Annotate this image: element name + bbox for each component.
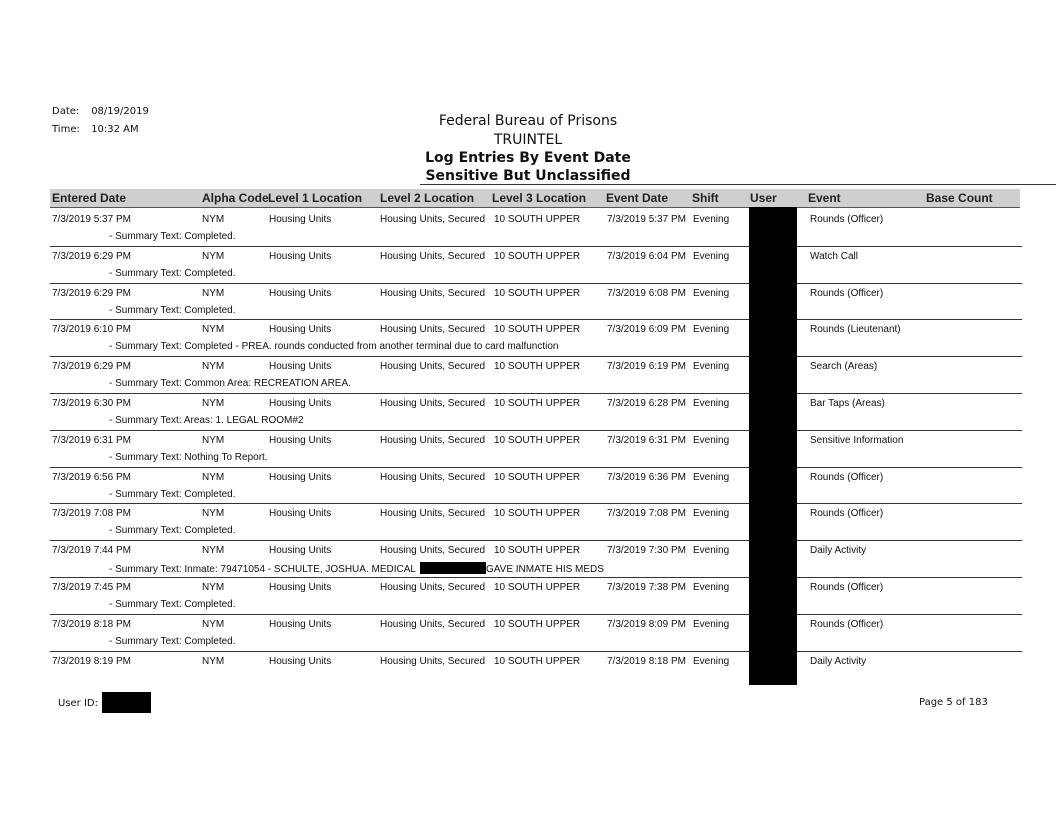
col-event: Event <box>808 191 841 205</box>
row-divider <box>50 503 1022 504</box>
row-divider <box>50 651 1022 652</box>
level2-cell: Housing Units, Secured <box>380 214 486 225</box>
summary-text-content: - Summary Text: Completed. <box>109 635 236 647</box>
entered-date-cell: 7/3/2019 8:18 PM <box>52 618 131 630</box>
level3-cell: 10 SOUTH UPPER <box>494 434 581 446</box>
level1-cell: Housing Units <box>269 655 332 667</box>
shift-cell: Evening <box>693 582 730 593</box>
summary-text <box>109 636 236 647</box>
level3-cell: 10 SOUTH UPPER <box>494 361 581 373</box>
summary-text <box>109 341 558 352</box>
level2-cell: Housing Units, Secured <box>380 324 486 336</box>
alpha-code-cell: NYM <box>202 545 225 557</box>
alpha-code-cell: NYM <box>202 287 225 299</box>
row-divider <box>50 283 1022 284</box>
level2-cell: Housing Units, Secured <box>380 398 486 409</box>
alpha-code-cell: NYM <box>202 324 225 336</box>
level2-cell: Housing Units, Secured <box>380 545 486 557</box>
report-title: Log Entries By Event Date <box>425 150 631 166</box>
summary-text-content: - Summary Text: Completed. <box>109 525 236 537</box>
table-row <box>50 467 1022 504</box>
col-level3: Level 3 Location <box>492 191 587 205</box>
event-date-cell: 7/3/2019 6:04 PM <box>607 250 686 262</box>
col-entered-date: Entered Date <box>52 191 127 205</box>
summary-text <box>109 525 236 536</box>
table-row <box>50 393 1022 430</box>
row-divider <box>50 540 1022 541</box>
entered-date-cell: 7/3/2019 6:56 PM <box>52 471 131 483</box>
user-redaction <box>749 207 797 685</box>
event-date-cell: 7/3/2019 8:18 PM <box>607 655 686 667</box>
level1-cell: Housing Units <box>269 471 332 483</box>
event-date-cell: 7/3/2019 5:37 PM <box>607 214 686 225</box>
level2-cell: Housing Units, Secured <box>380 250 486 262</box>
event-cell: Daily Activity <box>810 545 867 557</box>
row-divider <box>50 246 1022 247</box>
alpha-code-cell: NYM <box>202 361 225 373</box>
summary-text-continued: GAVE INMATE HIS MEDS <box>485 564 604 576</box>
event-cell: Rounds (Officer) <box>810 287 884 299</box>
table-row <box>50 540 1022 577</box>
agency-title: Federal Bureau of Prisons <box>438 113 618 129</box>
table-row <box>50 246 1022 283</box>
level1-cell: Housing Units <box>269 214 332 225</box>
level1-cell: Housing Units <box>269 434 332 446</box>
entered-date-cell: 7/3/2019 6:29 PM <box>52 250 131 262</box>
alpha-code-cell: NYM <box>202 618 225 630</box>
row-divider <box>50 319 1022 320</box>
table-row <box>50 209 1022 246</box>
alpha-code-cell: NYM <box>202 214 225 225</box>
level1-cell: Housing Units <box>269 398 332 409</box>
summary-text-content: - Summary Text: Completed. <box>109 599 236 610</box>
time-value: 10:32 AM <box>91 124 139 135</box>
level3-cell: 10 SOUTH UPPER <box>494 508 581 520</box>
event-cell: Rounds (Officer) <box>810 471 884 483</box>
summary-text <box>109 562 604 575</box>
level3-cell: 10 SOUTH UPPER <box>494 324 581 336</box>
user-id-label: User ID: <box>58 698 98 709</box>
level1-cell: Housing Units <box>269 508 332 520</box>
row-divider <box>50 577 1022 578</box>
col-alpha-code: Alpha Code <box>202 191 269 205</box>
table-row <box>50 577 1022 614</box>
level1-cell: Housing Units <box>269 287 332 299</box>
event-cell: Rounds (Officer) <box>810 618 884 630</box>
table-row <box>50 283 1022 320</box>
col-event-date: Event Date <box>606 191 669 205</box>
col-base-count: Base Count <box>926 191 993 205</box>
summary-text-content: - Summary Text: Areas: 1. LEGAL ROOM#2 <box>109 415 304 426</box>
date-label: Date: <box>52 106 80 117</box>
level3-cell: 10 SOUTH UPPER <box>494 287 581 299</box>
shift-cell: Evening <box>693 398 730 409</box>
summary-text-content: - Summary Text: Nothing To Report. <box>109 451 268 463</box>
entered-date-cell: 7/3/2019 6:29 PM <box>52 287 131 299</box>
event-cell: Search (Areas) <box>810 361 878 373</box>
table-row <box>50 356 1022 393</box>
entered-date-cell: 7/3/2019 7:44 PM <box>52 545 131 557</box>
summary-text <box>109 415 304 426</box>
system-title: TRUINTEL <box>493 132 563 148</box>
shift-cell: Evening <box>693 250 730 262</box>
alpha-code-cell: NYM <box>202 471 225 483</box>
shift-cell: Evening <box>693 361 730 373</box>
alpha-code-cell: NYM <box>202 582 225 593</box>
table-row <box>50 319 1022 356</box>
level2-cell: Housing Units, Secured <box>380 582 486 593</box>
level1-cell: Housing Units <box>269 545 332 557</box>
event-cell: Watch Call <box>810 250 858 262</box>
level2-cell: Housing Units, Secured <box>380 508 486 520</box>
summary-text-content: - Summary Text: Completed. <box>109 304 236 316</box>
user-id-redaction <box>102 692 151 713</box>
event-date-cell: 7/3/2019 7:38 PM <box>607 582 686 593</box>
entered-date-cell: 7/3/2019 7:08 PM <box>52 508 131 520</box>
summary-text-content: - Summary Text: Completed - PREA. rounds conducted from another terminal due to card malfunction <box>109 341 559 353</box>
level3-cell: 10 SOUTH UPPER <box>494 471 581 483</box>
shift-cell: Evening <box>693 214 730 225</box>
event-date-cell: 7/3/2019 6:28 PM <box>607 398 686 409</box>
time-label: Time: <box>52 124 80 135</box>
shift-cell: Evening <box>693 434 730 446</box>
level2-cell: Housing Units, Secured <box>380 471 486 483</box>
level3-cell: 10 SOUTH UPPER <box>494 398 581 409</box>
level1-cell: Housing Units <box>269 618 332 630</box>
shift-cell: Evening <box>693 618 730 630</box>
col-shift: Shift <box>692 191 719 205</box>
event-date-cell: 7/3/2019 8:09 PM <box>607 618 686 630</box>
shift-cell: Evening <box>693 471 730 483</box>
date-value: 08/19/2019 <box>91 106 149 117</box>
entered-date-cell: 7/3/2019 6:30 PM <box>52 398 131 409</box>
entered-date-cell: 7/3/2019 7:45 PM <box>52 582 131 593</box>
event-date-cell: 7/3/2019 7:30 PM <box>607 545 686 557</box>
alpha-code-cell: NYM <box>202 250 225 262</box>
table-row <box>50 651 1022 688</box>
summary-text <box>109 231 236 242</box>
event-cell: Bar Taps (Areas) <box>810 398 885 409</box>
event-date-cell: 7/3/2019 6:08 PM <box>607 287 686 299</box>
summary-text-content: - Summary Text: Completed. <box>109 267 236 279</box>
page-number: Page 5 of 183 <box>919 697 988 708</box>
alpha-code-cell: NYM <box>202 434 225 446</box>
event-date-cell: 7/3/2019 6:19 PM <box>607 361 686 373</box>
summary-text-content: - Summary Text: Inmate: 79471054 - SCHULTE, JOSHUA. MEDICAL <box>109 564 416 576</box>
level3-cell: 10 SOUTH UPPER <box>494 655 581 667</box>
level2-cell: Housing Units, Secured <box>380 361 486 373</box>
summary-text <box>109 268 236 279</box>
shift-cell: Evening <box>693 287 730 299</box>
level2-cell: Housing Units, Secured <box>380 287 486 299</box>
level1-cell: Housing Units <box>269 324 332 336</box>
alpha-code-cell: NYM <box>202 508 225 520</box>
event-cell: Sensitive Information <box>810 434 904 446</box>
summary-text <box>109 305 236 316</box>
summary-text-content: - Summary Text: Completed. <box>109 488 236 500</box>
entered-date-cell: 7/3/2019 8:19 PM <box>52 655 131 667</box>
col-level1: Level 1 Location <box>268 191 363 205</box>
summary-text <box>109 489 236 500</box>
table-header <box>50 189 1020 208</box>
shift-cell: Evening <box>693 508 730 520</box>
row-divider <box>50 393 1022 394</box>
level1-cell: Housing Units <box>269 582 332 593</box>
alpha-code-cell: NYM <box>202 398 225 409</box>
summary-text <box>109 378 351 389</box>
table-row <box>50 430 1022 467</box>
event-date-cell: 7/3/2019 6:09 PM <box>607 324 686 336</box>
event-date-cell: 7/3/2019 7:08 PM <box>607 508 686 520</box>
row-divider <box>50 614 1022 615</box>
event-cell: Daily Activity <box>810 655 867 667</box>
summary-text-content: - Summary Text: Completed. <box>109 231 236 242</box>
level3-cell: 10 SOUTH UPPER <box>494 582 581 593</box>
entered-date-cell: 7/3/2019 6:31 PM <box>52 434 131 446</box>
row-divider <box>50 430 1022 431</box>
level1-cell: Housing Units <box>269 250 332 262</box>
shift-cell: Evening <box>693 655 730 667</box>
level1-cell: Housing Units <box>269 361 332 373</box>
summary-text <box>109 599 236 610</box>
level3-cell: 10 SOUTH UPPER <box>494 214 581 225</box>
entered-date-cell: 7/3/2019 6:10 PM <box>52 324 131 336</box>
summary-text <box>109 452 268 463</box>
alpha-code-cell: NYM <box>202 655 225 667</box>
level3-cell: 10 SOUTH UPPER <box>494 250 581 262</box>
shift-cell: Evening <box>693 324 730 336</box>
level3-cell: 10 SOUTH UPPER <box>494 618 581 630</box>
entered-date-cell: 7/3/2019 6:29 PM <box>52 361 131 373</box>
row-divider <box>50 356 1022 357</box>
level2-cell: Housing Units, Secured <box>380 618 486 630</box>
col-user: User <box>750 191 777 205</box>
level3-cell: 10 SOUTH UPPER <box>494 545 581 557</box>
level2-cell: Housing Units, Secured <box>380 434 486 446</box>
title-divider <box>420 184 1056 185</box>
entered-date-cell: 7/3/2019 5:37 PM <box>52 214 131 225</box>
event-cell: Rounds (Officer) <box>810 508 884 520</box>
summary-text-content: - Summary Text: Common Area: RECREATION AREA. <box>109 378 351 390</box>
table-row <box>50 614 1022 651</box>
shift-cell: Evening <box>693 545 730 557</box>
summary-redaction <box>420 562 486 574</box>
classification-title: Sensitive But Unclassified <box>425 168 631 184</box>
level2-cell: Housing Units, Secured <box>380 655 486 667</box>
event-date-cell: 7/3/2019 6:36 PM <box>607 471 686 483</box>
event-cell: Rounds (Officer) <box>810 582 884 593</box>
event-cell: Rounds (Officer) <box>810 214 884 225</box>
col-level2: Level 2 Location <box>380 191 475 205</box>
row-divider <box>50 467 1022 468</box>
event-date-cell: 7/3/2019 6:31 PM <box>607 434 686 446</box>
event-cell: Rounds (Lieutenant) <box>810 324 901 336</box>
table-row <box>50 503 1022 540</box>
